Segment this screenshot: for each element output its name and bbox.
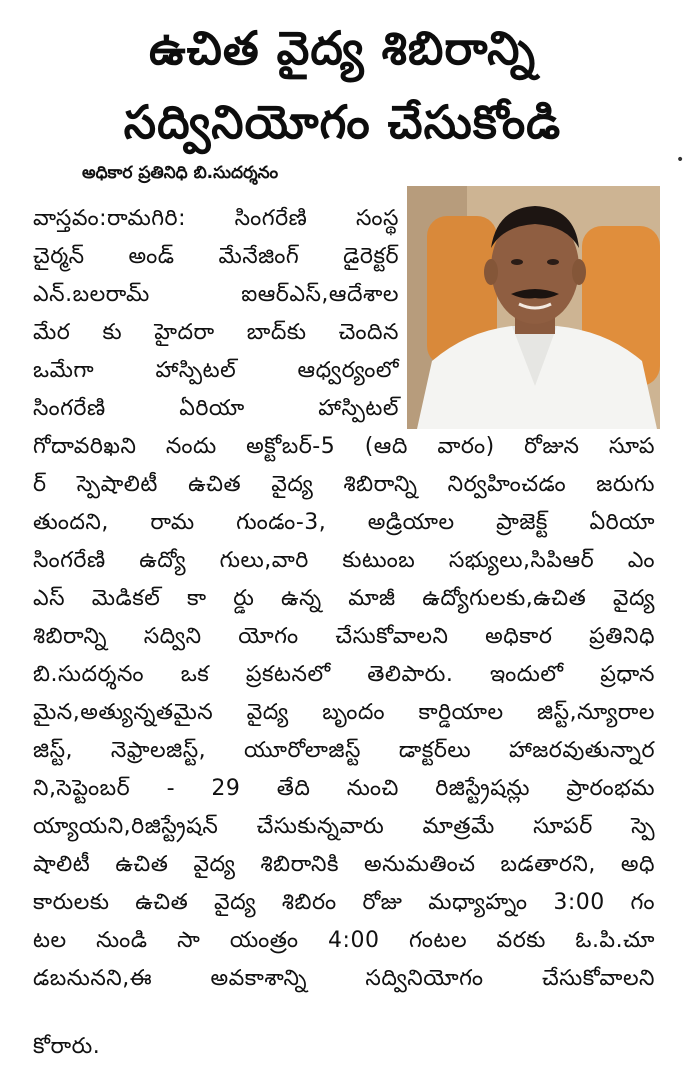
headline-line-1: ఉచిత వైద్య శిబిరాన్ని — [148, 21, 537, 75]
portrait-photo-icon — [407, 186, 660, 429]
body-line: టల నుండి సా యంత్రం 4:00 గంటల వరకు ఓ.పి.చూ — [33, 928, 655, 953]
body-line: మేర కు హైదరా బాద్‌కు చెందిన — [33, 320, 399, 345]
body-line: ర్ స్పెషాలిటీ ఉచిత వైద్య శిబిరాన్ని నిర్వహించడం జరుగు — [33, 472, 655, 497]
body-line: వాస్తవం:రామగిరి: సింగరేణి సంస్థ — [33, 206, 399, 231]
body-line: గోదావరిఖని నందు అక్టోబర్-5 (ఆది వారం) రోజున సూప — [33, 434, 655, 459]
body-line: కారులకు ఉచిత వైద్య శిబిరం రోజు మధ్యాహ్నం 3:00 గం — [33, 890, 655, 915]
body-line: సింగరేణి ఉద్యో గులు,వారి కుటుంబ సభ్యులు,సిపిఆర్ ఎం — [33, 548, 655, 573]
body-line-last: కోరారు. — [33, 1034, 101, 1059]
body-line: సింగరేణి ఏరియా హాస్పిటల్ — [33, 396, 399, 421]
body-line: ని,సెప్టెంబర్ - 29 తేది నుంచి రిజిస్ట్రేషన్లు ప్రారంభమ — [33, 776, 655, 801]
body-line: ఎన్.బలరామ్ ఐఆర్ఎస్,ఆదేశాల — [33, 282, 399, 307]
body-line: చైర్మన్ అండ్ మేనేజింగ్ డైరెక్టర్ — [33, 244, 399, 269]
body-line: జిస్ట్, నెఫ్రాలజిస్ట్, యూరోలాజిస్ట్ డాక్టర్‌లు హాజరవుతున్నార — [33, 738, 655, 763]
body-line: ఒమేగా హాస్పిటల్ ఆధ్వర్యంలో — [33, 358, 399, 383]
body-line: తుందని, రామ గుండం-3, అడ్రియాల ప్రాజెక్ట్ ఏరియా — [33, 510, 655, 535]
body-line: య్యాయని,రిజిస్ట్రేషన్ చేసుకున్నవారు మాత్రమే సూపర్ స్పె — [33, 814, 655, 839]
body-line: బి.సుదర్శనం ఒక ప్రకటనలో తెలిపారు. ఇందులో ప్రధాన — [33, 662, 655, 687]
byline: అధికార ప్రతినిధి బి.సుదర్శనం — [82, 163, 279, 183]
body-line: డబనునని,ఈ అవకాశాన్ని సద్వినియోగం చేసుకోవాలని — [33, 966, 655, 991]
body-line: మైన,అత్యున్నతమైన వైద్య బృందం కార్డియాల జిస్ట్,న్యూరాల — [33, 700, 655, 725]
body-line: శిబిరాన్ని సద్విని యోగం చేసుకోవాలని అధికార ప్రతినిధి — [33, 624, 655, 649]
portrait-photo — [407, 186, 660, 429]
edge-mark: • — [676, 152, 685, 168]
body-line: షాలిటీ ఉచిత వైద్య శిబిరానికి అనుమతించ బడతారని, అధి — [33, 852, 655, 877]
headline-line-2: సద్వినియోగం చేసుకోండి — [123, 95, 562, 149]
body-line: ఎస్ మెడికల్ కా ర్డు ఉన్న మాజీ ఉద్యోగులకు,ఉచిత వైద్య — [33, 586, 655, 611]
